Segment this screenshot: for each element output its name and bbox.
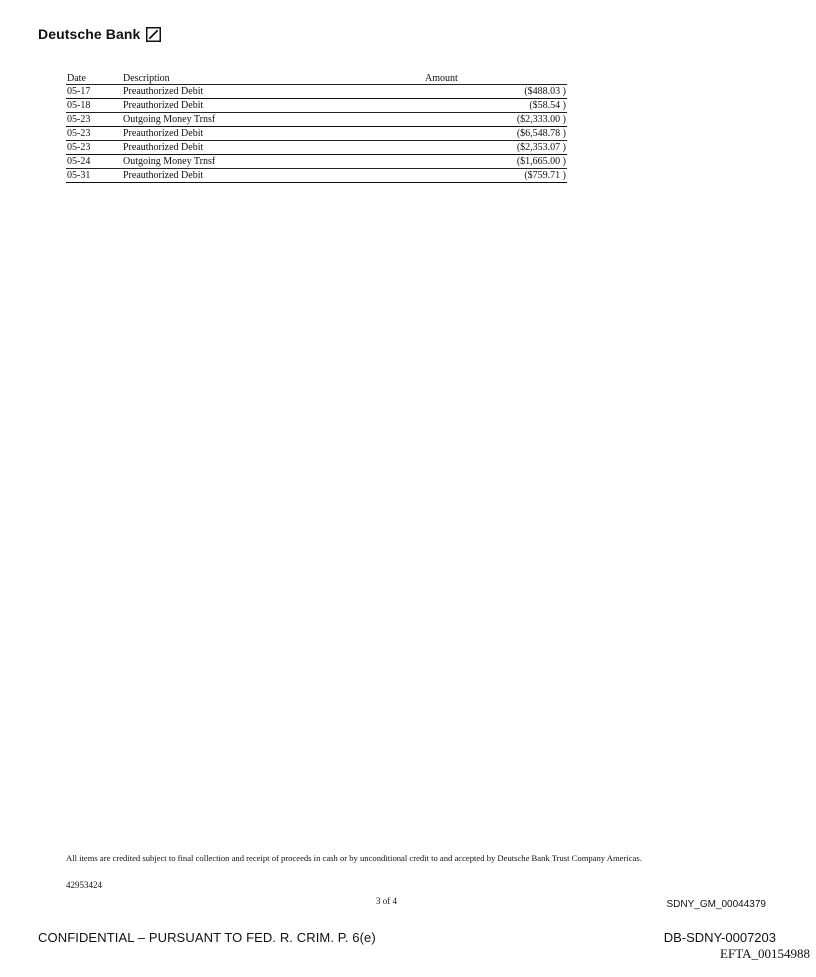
- row-description: Outgoing Money Trnsf: [122, 155, 424, 169]
- bank-name: Deutsche Bank: [38, 26, 141, 42]
- row-description: Outgoing Money Trnsf: [122, 113, 424, 127]
- row-amount: ($488.03 ): [424, 85, 567, 99]
- bank-header: [38, 26, 161, 42]
- page-number: 3 of 4: [376, 896, 397, 906]
- row-description: Preauthorized Debit: [122, 99, 424, 113]
- row-amount: ($2,353.07 ): [424, 141, 567, 155]
- bates-number-sdny-gm: SDNY_GM_00044379: [666, 899, 766, 910]
- bates-number-db: DB-SDNY-0007203: [663, 930, 776, 945]
- row-amount: ($2,333.00 ): [424, 113, 567, 127]
- table-row: [66, 155, 567, 169]
- efta-number: EFTA_00154988: [720, 946, 810, 961]
- deutsche-bank-logo-icon: [146, 27, 161, 42]
- account-number: 42953424: [66, 880, 102, 890]
- row-amount: ($6,548.78 ): [424, 127, 567, 141]
- row-date: 05-31: [66, 169, 122, 183]
- column-header-description: Description: [122, 74, 424, 85]
- row-description: Preauthorized Debit: [122, 141, 424, 155]
- column-header-amount: Amount: [424, 74, 567, 85]
- column-header-date: Date: [66, 74, 122, 85]
- disclaimer-text: All items are credited subject to final collection and receipt of proceeds in cash or by unconditional credit to and accepted by Deutsche Bank Trust Company Americas.: [66, 853, 642, 863]
- row-description: Preauthorized Debit: [122, 127, 424, 141]
- table-row: [66, 141, 567, 155]
- row-amount: ($58.54 ): [424, 99, 567, 113]
- row-description: Preauthorized Debit: [122, 85, 424, 99]
- table-row: [66, 169, 567, 183]
- transactions-table: [66, 74, 567, 183]
- row-date: 05-23: [66, 127, 122, 141]
- row-date: 05-18: [66, 99, 122, 113]
- row-date: 05-23: [66, 113, 122, 127]
- table-row: [66, 85, 567, 99]
- row-amount: ($759.71 ): [424, 169, 567, 183]
- row-description: Preauthorized Debit: [122, 169, 424, 183]
- row-date: 05-23: [66, 141, 122, 155]
- table-row: [66, 99, 567, 113]
- table-header-row: [66, 74, 567, 85]
- row-date: 05-24: [66, 155, 122, 169]
- table-row: [66, 113, 567, 127]
- row-date: 05-17: [66, 85, 122, 99]
- row-amount: ($1,665.00 ): [424, 155, 567, 169]
- table-row: [66, 127, 567, 141]
- confidential-notice: CONFIDENTIAL – PURSUANT TO FED. R. CRIM. P. 6(e): [38, 930, 376, 945]
